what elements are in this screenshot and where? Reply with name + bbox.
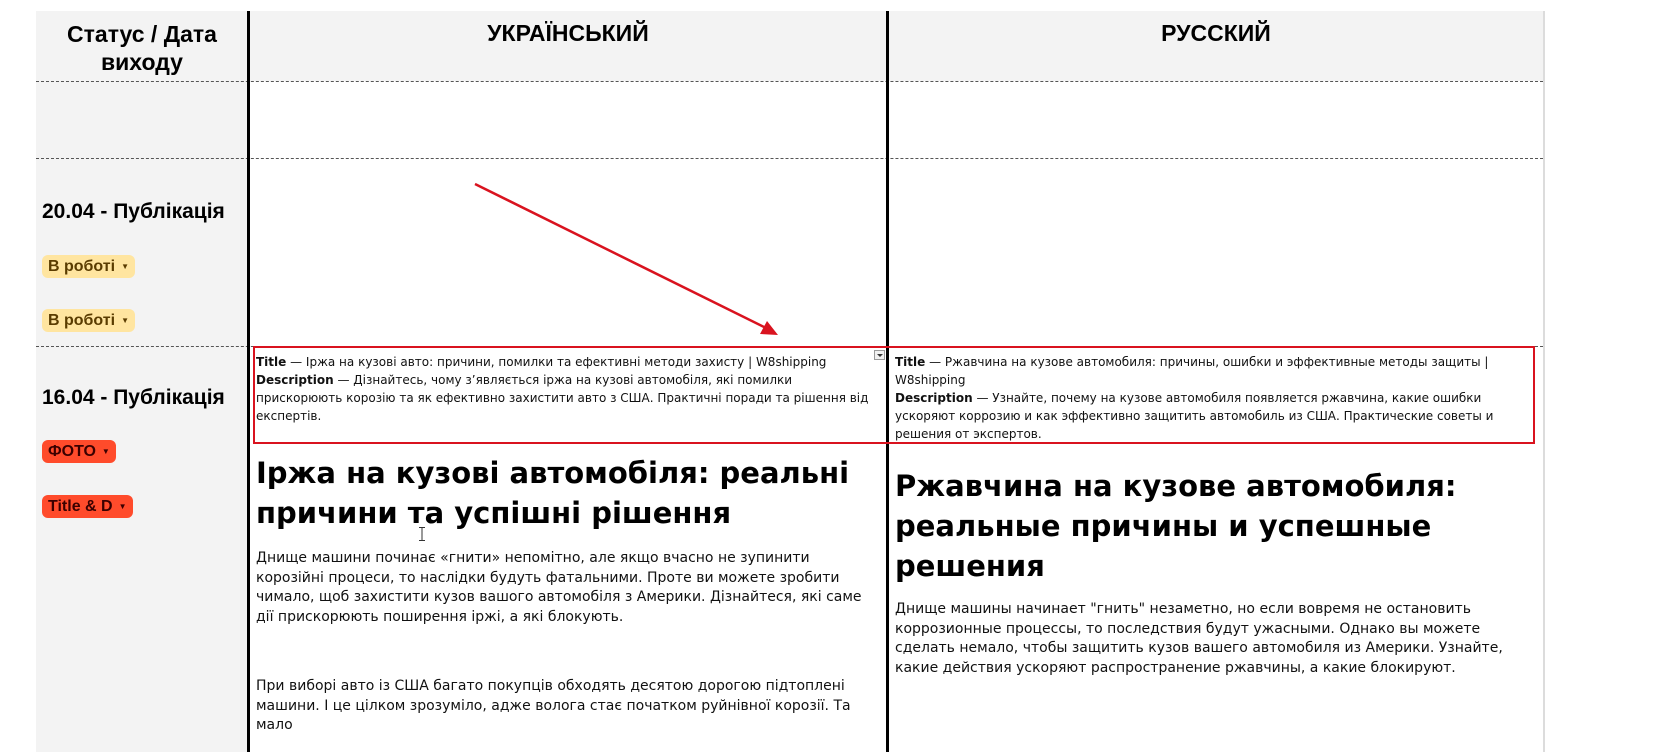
status-chip[interactable] [42,440,116,463]
meta-title-label: Title [895,355,926,369]
status-chip-label: Title & D [48,498,113,515]
article-heading-ua[interactable]: Іржа на кузові автомобіля: реальні причини та успішні рішення [256,456,850,530]
chevron-down-icon: ▼ [121,315,130,325]
meta-title-label: Title [256,355,287,369]
meta-title-text: — Іржа на кузові авто: причини, помилки та ефективні методи захисту | W8shipping [286,355,827,369]
chevron-down-icon: ▼ [101,446,110,456]
annotation-arrow-icon [470,178,790,343]
row-separator [36,158,1543,159]
status-chip-label: В роботі [48,312,116,329]
publication-date[interactable]: 20.04 - Публікація [42,200,225,223]
sheet-right-edge [1543,11,1545,752]
meta-description-label: Description [895,391,973,405]
meta-cell-ru[interactable] [895,353,1531,443]
article-paragraph-ru[interactable]: Днище машины начинает "гнить" незаметно, но если вовремя не остановить коррозионные процессы, то последствия будут ужасными. Однако вы можете сделать немало, чтобы защитить кузов вашего автомобиля из Америки. Узнайте, какие действия ускоряют распространение ржавчины, а какие блокируют. [895,601,1503,676]
article-heading-ru[interactable]: Ржавчина на кузове автомобиля: реальные причины и успешные решения [895,469,1457,583]
chevron-down-icon: ▼ [121,261,130,271]
status-chip[interactable] [42,309,135,332]
publication-date[interactable]: 16.04 - Публікація [42,386,225,409]
status-chip-label: ФОТО [48,443,96,460]
header-ukrainian[interactable]: УКРАЇНСЬКИЙ [487,20,649,46]
status-chip[interactable] [42,495,133,518]
status-chip[interactable] [42,255,135,278]
chevron-down-icon: ▼ [118,501,127,511]
meta-title-text: — Ржавчина на кузове автомобиля: причины, ошибки и эффективные методы защиты | W8shipping [895,355,1489,387]
status-column-bg [36,11,248,752]
status-chip-label: В роботі [48,258,116,275]
header-status-date[interactable]: Статус / Дата виходу [67,21,217,75]
article-paragraph-ua[interactable]: Днище машини починає «гнити» непомітно, але якщо вчасно не зупинити корозійні процеси, то наслідки будуть фатальними. Проте ви можете зробити чимало, щоб захистити кузов вашого автомобіля з Америки. Дізнайтеся, які саме дії прискорюють поширення іржі, а які блокують. [256,550,862,625]
header-russian[interactable]: РУССКИЙ [1161,20,1271,46]
column-divider [247,11,250,752]
meta-cell-ua[interactable] [256,353,871,425]
meta-description-label: Description [256,373,334,387]
row-separator [36,81,1543,82]
text-cursor-icon [418,527,426,541]
meta-description-text: — Дізнайтесь, чому з’являється іржа на кузові автомобіля, які помилки прискорюють корозію та як ефективно захистити авто з США. Практичні поради та рішення від експертів. [256,373,869,423]
dropdown-caret-icon[interactable] [874,350,885,360]
meta-description-text: — Узнайте, почему на кузове автомобиля появляется ржавчина, какие ошибки ускоряют коррозию и как эффективно защитить автомобиль из США. Практические советы и решения от экспертов. [895,391,1494,441]
article-paragraph-ua[interactable]: При виборі авто із США багато покупців обходять десятою дорогою підтоплені машини. І це цілком зрозуміло, адже волога стає початком руйнівної корозії. Та мало [256,678,851,733]
